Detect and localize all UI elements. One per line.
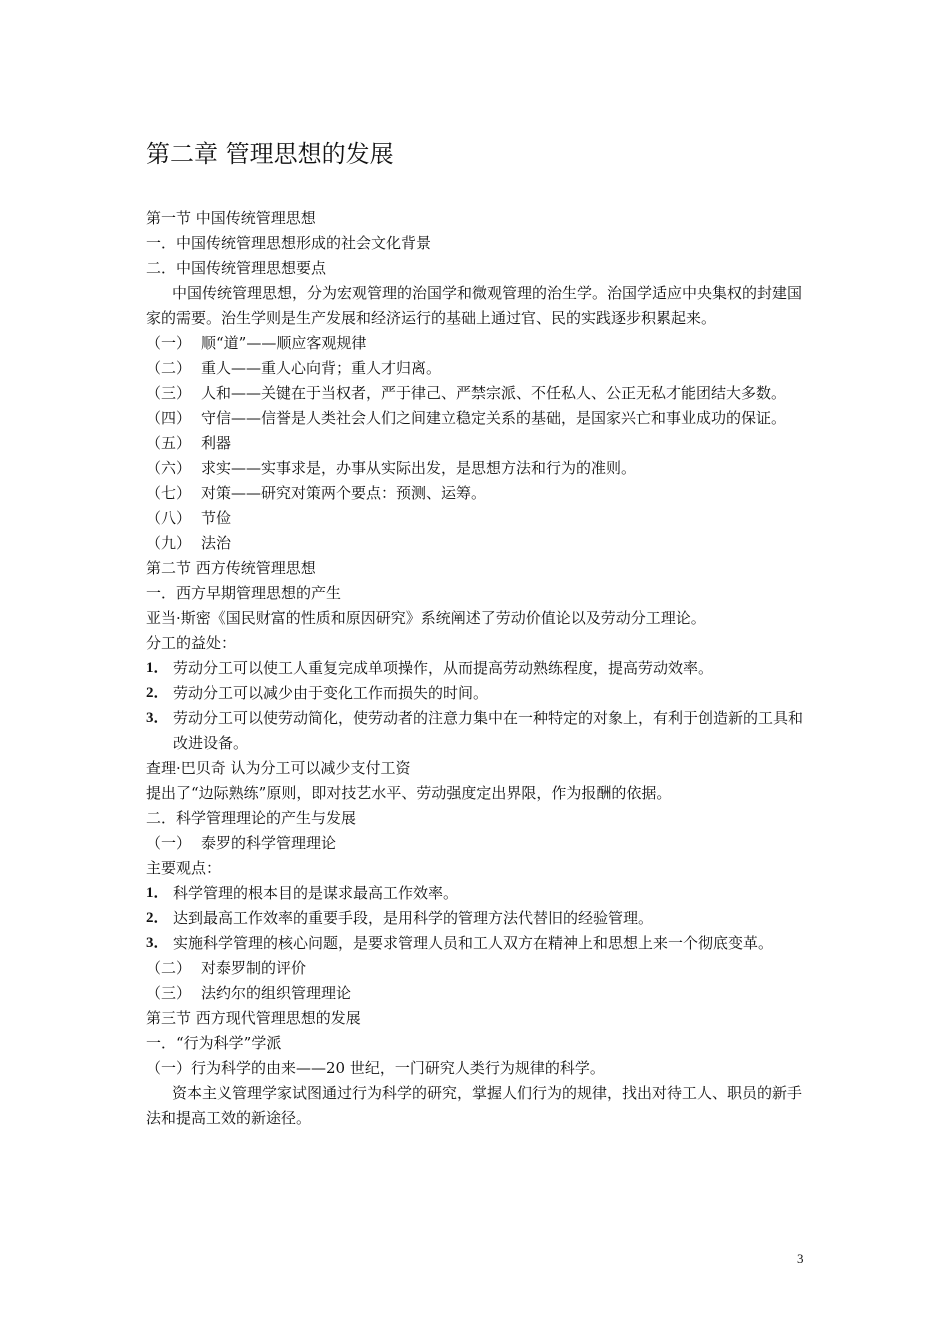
subheading: （一）行为科学的由来——20 世纪，一门研究人类行为规律的科学。 [146,1059,605,1077]
subheading: 分工的益处： [146,634,237,652]
heading: 一．中国传统管理思想形成的社会文化背景 [146,234,432,252]
list-item [146,531,814,556]
numbered-item [146,906,814,931]
list-item [146,381,814,406]
heading: 一．西方早期管理思想的产生 [146,584,342,602]
list-text: 守信——信誉是人类社会人们之间建立稳定关系的基础，是国家兴亡和事业成功的保证。 [201,409,787,427]
document-body [146,206,814,1131]
numbered-item [146,656,814,681]
list-label: （二） [146,959,192,977]
paragraph: 提出了“边际熟练”原则，即对技艺水平、劳动强度定出界限，作为报酬的依据。 [146,784,672,802]
list-item [146,831,814,856]
heading: 一．“行为科学”学派 [146,1034,282,1052]
section-title: 第三节 西方现代管理思想的发展 [146,1009,361,1027]
list-text: 对策——研究对策两个要点：预测、运筹。 [201,484,487,502]
list-label: （六） [146,459,192,477]
list-text: 利器 [201,434,232,452]
section-title: 第二节 西方传统管理思想 [146,559,316,577]
list-item [146,506,814,531]
list-text: 泰罗的科学管理理论 [201,834,337,852]
list-label: （一） [146,334,192,352]
number-label: 2． [146,685,169,701]
numbered-text: 劳动分工可以减少由于变化工作而损失的时间。 [173,684,489,702]
list-item [146,481,814,506]
paragraph: 资本主义管理学家试图通过行为科学的研究，掌握人们行为的规律，找出对待工人、职员的新手法和提高工效的新途径。 [146,1084,803,1127]
paragraph: 查理·巴贝奇 认为分工可以减少支付工资 [146,759,411,777]
numbered-text: 科学管理的根本目的是谋求最高工作效率。 [173,884,459,902]
page-number: 3 [797,1251,804,1266]
numbered-item [146,881,814,906]
list-label: （四） [146,409,192,427]
list-label: （九） [146,534,192,552]
numbered-item [146,706,814,756]
list-label: （七） [146,484,192,502]
number-label: 3． [146,710,169,726]
list-text: 节俭 [201,509,232,527]
list-item [146,356,814,381]
number-label: 1． [146,885,169,901]
numbered-item [146,681,814,706]
number-label: 3． [146,935,169,951]
numbered-text: 劳动分工可以使工人重复完成单项操作，从而提高劳动熟练程度，提高劳动效率。 [173,659,714,677]
list-item [146,331,814,356]
list-item [146,956,814,981]
list-label: （三） [146,384,192,402]
list-label: （八） [146,509,192,527]
numbered-text: 劳动分工可以使劳动简化，使劳动者的注意力集中在一种特定的对象上，有利于创造新的工具和改进设备。 [173,709,804,752]
list-text: 重人——重人心向背；重人才归离。 [201,359,442,377]
section-title: 第一节 中国传统管理思想 [146,209,316,227]
chapter-title: 第二章 管理思想的发展 [146,140,394,168]
list-label: （一） [146,834,192,852]
list-item [146,406,814,431]
numbered-text: 实施科学管理的核心问题，是要求管理人员和工人双方在精神上和思想上来一个彻底变革。 [173,934,774,952]
heading: 二．中国传统管理思想要点 [146,259,327,277]
numbered-text: 达到最高工作效率的重要手段，是用科学的管理方法代替旧的经验管理。 [173,909,654,927]
numbered-item [146,931,814,956]
list-text: 法约尔的组织管理理论 [201,984,352,1002]
subheading: 主要观点： [146,859,222,877]
list-label: （二） [146,359,192,377]
list-item [146,981,814,1006]
number-label: 1． [146,660,169,676]
list-label: （三） [146,984,192,1002]
list-label: （五） [146,434,192,452]
list-text: 法治 [201,534,232,552]
list-text: 顺“道”——顺应客观规律 [201,334,367,352]
list-text: 人和——关键在于当权者，严于律己、严禁宗派、不任私人、公正无私才能团结大多数。 [201,384,787,402]
list-item [146,456,814,481]
paragraph: 中国传统管理思想，分为宏观管理的治国学和微观管理的治生学。治国学适应中央集权的封建国家的需要。治生学则是生产发展和经济运行的基础上通过官、民的实践逐步积累起来。 [146,284,803,327]
list-item [146,431,814,456]
list-text: 对泰罗制的评价 [201,959,307,977]
list-text: 求实——实事求是，办事从实际出发，是思想方法和行为的准则。 [201,459,637,477]
heading: 二．科学管理理论的产生与发展 [146,809,357,827]
number-label: 2． [146,910,169,926]
paragraph: 亚当·斯密《国民财富的性质和原因研究》系统阐述了劳动价值论以及劳动分工理论。 [146,609,706,627]
